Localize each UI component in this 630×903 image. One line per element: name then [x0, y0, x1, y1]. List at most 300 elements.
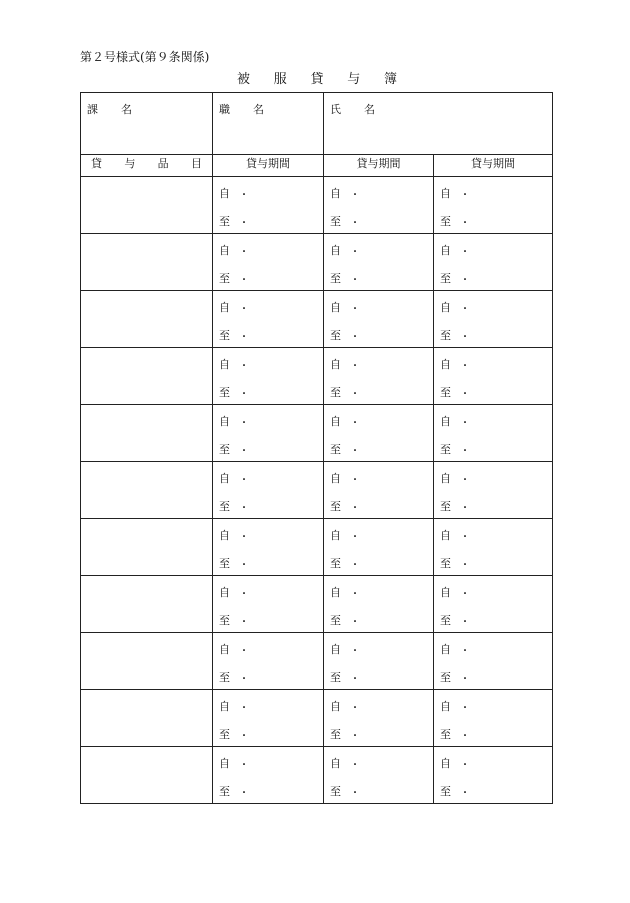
date-separator: ・: [239, 360, 249, 372]
form-number: 第２号様式(第９条関係): [80, 50, 210, 64]
period-from-label: 自: [219, 586, 230, 599]
date-separator: ・: [350, 531, 360, 543]
date-separator: ・: [460, 474, 470, 486]
period-to-line: [330, 441, 360, 457]
date-separator: ・: [460, 246, 470, 258]
period-from-line: [440, 527, 470, 543]
period-block: [434, 234, 552, 290]
title-char: 貸: [310, 72, 324, 87]
date-separator: ・: [460, 730, 470, 742]
period-block: [434, 519, 552, 575]
date-separator: ・: [239, 588, 249, 600]
period-cell[interactable]: [434, 576, 553, 633]
date-separator: ・: [350, 616, 360, 628]
period-to-label: 至: [330, 728, 341, 741]
period-to-label: 至: [440, 557, 451, 570]
period-from-label: 自: [440, 358, 451, 371]
period-from-line: [330, 185, 360, 201]
period-from-label: 自: [440, 301, 451, 314]
period-from-line: [219, 356, 249, 372]
date-separator: ・: [350, 673, 360, 685]
date-separator: ・: [239, 331, 249, 343]
period-from-label: 自: [219, 415, 230, 428]
period-to-label: 至: [440, 785, 451, 798]
period-from-label: 自: [440, 244, 451, 257]
period-from-line: [440, 584, 470, 600]
date-separator: ・: [350, 388, 360, 400]
period-to-line: [330, 726, 360, 742]
date-separator: ・: [350, 730, 360, 742]
period-from-label: 自: [219, 700, 230, 713]
date-separator: ・: [350, 559, 360, 571]
period-from-line: [330, 641, 360, 657]
date-separator: ・: [460, 673, 470, 685]
period-to-label: 至: [440, 386, 451, 399]
period-from-label: 自: [219, 757, 230, 770]
date-separator: ・: [350, 303, 360, 315]
period-block: [213, 177, 323, 233]
position-label-a: 職: [219, 103, 230, 116]
period-cell[interactable]: [324, 576, 434, 633]
period-block: [324, 747, 433, 803]
period-to-label: 至: [219, 785, 230, 798]
item-column-header: [81, 155, 213, 177]
period-block: [434, 576, 552, 632]
date-separator: ・: [460, 645, 470, 657]
title-char: 服: [273, 72, 287, 87]
date-separator: ・: [460, 217, 470, 229]
date-separator: ・: [460, 388, 470, 400]
date-separator: ・: [239, 217, 249, 229]
date-separator: ・: [460, 759, 470, 771]
period-to-label: 至: [440, 215, 451, 228]
info-row: [81, 93, 553, 155]
period-to-line: [330, 327, 360, 343]
date-separator: ・: [460, 445, 470, 457]
period-cell[interactable]: [213, 519, 324, 576]
period-block: [434, 405, 552, 461]
period-to-line: [330, 213, 360, 229]
date-separator: ・: [239, 531, 249, 543]
date-separator: ・: [239, 559, 249, 571]
date-separator: ・: [350, 474, 360, 486]
period-from-line: [440, 299, 470, 315]
period-cell[interactable]: [324, 177, 434, 234]
period-cell[interactable]: [213, 177, 324, 234]
period-to-label: 至: [219, 329, 230, 342]
date-separator: ・: [350, 702, 360, 714]
period-to-line: [330, 498, 360, 514]
period-from-label: 自: [330, 244, 341, 257]
period-to-label: 至: [219, 728, 230, 741]
period-block: [213, 462, 323, 518]
period-from-label: 自: [440, 187, 451, 200]
period-cell[interactable]: [434, 462, 553, 519]
period-from-line: [330, 698, 360, 714]
period-from-label: 自: [330, 700, 341, 713]
period-to-line: [440, 555, 470, 571]
period-from-line: [330, 299, 360, 315]
period-cell[interactable]: [324, 234, 434, 291]
period-block: [324, 633, 433, 689]
period-block: [434, 291, 552, 347]
item-cell[interactable]: [81, 348, 213, 405]
period-block: [213, 519, 323, 575]
period-to-line: [330, 669, 360, 685]
date-separator: ・: [239, 445, 249, 457]
period-cell[interactable]: [324, 747, 434, 804]
period-cell[interactable]: [213, 747, 324, 804]
period-block: [213, 633, 323, 689]
period-from-label: 自: [219, 643, 230, 656]
period-column-header: 貸与期間: [434, 155, 553, 177]
date-separator: ・: [350, 445, 360, 457]
period-to-label: 至: [219, 500, 230, 513]
date-separator: ・: [460, 702, 470, 714]
date-separator: ・: [460, 417, 470, 429]
title-char: 簿: [383, 72, 397, 87]
period-to-label: 至: [440, 329, 451, 342]
period-cell[interactable]: [324, 690, 434, 747]
item-cell[interactable]: [81, 405, 213, 462]
period-to-line: [330, 783, 360, 799]
period-from-line: [330, 470, 360, 486]
period-cell[interactable]: [434, 519, 553, 576]
date-separator: ・: [350, 246, 360, 258]
period-from-line: [330, 413, 360, 429]
period-cell[interactable]: [324, 405, 434, 462]
period-to-line: [440, 726, 470, 742]
period-cell[interactable]: [434, 633, 553, 690]
period-to-line: [219, 612, 249, 628]
period-from-line: [440, 470, 470, 486]
period-to-label: 至: [440, 614, 451, 627]
section-label-a: 課: [87, 103, 98, 116]
date-separator: ・: [350, 417, 360, 429]
period-to-label: 至: [440, 728, 451, 741]
period-from-line: [440, 698, 470, 714]
period-from-line: [440, 356, 470, 372]
section-label-b: 名: [121, 103, 132, 116]
period-from-line: [440, 641, 470, 657]
period-cell[interactable]: [213, 291, 324, 348]
period-block: [324, 576, 433, 632]
period-block: [324, 177, 433, 233]
period-from-line: [440, 185, 470, 201]
period-to-label: 至: [330, 557, 341, 570]
period-block: [434, 348, 552, 404]
full-name-cell[interactable]: [324, 93, 553, 155]
item-cell[interactable]: [81, 291, 213, 348]
period-to-line: [440, 441, 470, 457]
period-block: [213, 747, 323, 803]
period-from-label: 自: [330, 529, 341, 542]
period-to-line: [219, 384, 249, 400]
name-label-a: 氏: [330, 103, 341, 116]
period-to-line: [440, 669, 470, 685]
date-separator: ・: [460, 559, 470, 571]
period-from-label: 自: [440, 415, 451, 428]
period-from-line: [330, 356, 360, 372]
period-to-label: 至: [219, 386, 230, 399]
table-row: [81, 234, 553, 291]
item-cell[interactable]: [81, 519, 213, 576]
period-to-line: [219, 270, 249, 286]
date-separator: ・: [239, 759, 249, 771]
table-row: [81, 747, 553, 804]
title-char: 与: [347, 72, 361, 87]
period-column-header: 貸与期間: [324, 155, 434, 177]
period-cell[interactable]: [434, 405, 553, 462]
period-from-line: [219, 641, 249, 657]
date-separator: ・: [239, 417, 249, 429]
date-separator: ・: [239, 474, 249, 486]
period-from-label: 自: [219, 358, 230, 371]
period-cell[interactable]: [434, 234, 553, 291]
period-to-label: 至: [330, 500, 341, 513]
period-from-line: [330, 584, 360, 600]
period-cell[interactable]: [213, 462, 324, 519]
period-from-line: [219, 527, 249, 543]
item-cell[interactable]: [81, 462, 213, 519]
table-row: [81, 405, 553, 462]
date-separator: ・: [239, 246, 249, 258]
date-separator: ・: [460, 189, 470, 201]
date-separator: ・: [239, 787, 249, 799]
period-to-line: [330, 270, 360, 286]
period-to-label: 至: [330, 614, 341, 627]
period-block: [434, 633, 552, 689]
period-cell[interactable]: [213, 405, 324, 462]
period-block: [324, 690, 433, 746]
date-separator: ・: [350, 787, 360, 799]
item-cell[interactable]: [81, 690, 213, 747]
period-from-line: [219, 242, 249, 258]
period-to-line: [440, 384, 470, 400]
period-block: [434, 747, 552, 803]
period-from-label: 自: [330, 757, 341, 770]
date-separator: ・: [350, 759, 360, 771]
item-cell[interactable]: [81, 234, 213, 291]
period-to-line: [219, 327, 249, 343]
item-cell[interactable]: [81, 747, 213, 804]
period-from-line: [330, 242, 360, 258]
period-from-line: [219, 185, 249, 201]
item-header-char: 目: [190, 157, 202, 170]
date-separator: ・: [460, 331, 470, 343]
date-separator: ・: [350, 189, 360, 201]
date-separator: ・: [239, 673, 249, 685]
table-row: [81, 462, 553, 519]
item-header-char: 貸: [91, 157, 102, 170]
period-from-label: 自: [219, 301, 230, 314]
period-to-line: [219, 498, 249, 514]
date-separator: ・: [350, 502, 360, 514]
date-separator: ・: [239, 702, 249, 714]
period-from-label: 自: [440, 472, 451, 485]
period-cell[interactable]: [324, 291, 434, 348]
period-to-label: 至: [330, 329, 341, 342]
period-block: [324, 291, 433, 347]
date-separator: ・: [239, 502, 249, 514]
document-title: [237, 68, 397, 87]
period-to-line: [219, 441, 249, 457]
period-from-label: 自: [330, 586, 341, 599]
period-to-label: 至: [330, 272, 341, 285]
date-separator: ・: [350, 217, 360, 229]
item-cell[interactable]: [81, 177, 213, 234]
item-cell[interactable]: [81, 633, 213, 690]
period-to-label: 至: [330, 785, 341, 798]
period-to-line: [330, 555, 360, 571]
period-cell[interactable]: [213, 633, 324, 690]
period-block: [213, 405, 323, 461]
item-header-char: 与: [124, 157, 136, 170]
period-to-label: 至: [219, 272, 230, 285]
period-from-line: [219, 413, 249, 429]
date-separator: ・: [460, 303, 470, 315]
date-separator: ・: [350, 588, 360, 600]
clothing-loan-ledger-table: [80, 92, 553, 804]
period-cell[interactable]: [434, 291, 553, 348]
period-cell[interactable]: [213, 234, 324, 291]
period-to-label: 至: [440, 671, 451, 684]
column-header-row: [81, 155, 553, 177]
period-from-line: [219, 470, 249, 486]
position-name-cell[interactable]: [213, 93, 324, 155]
date-separator: ・: [239, 616, 249, 628]
period-block: [434, 462, 552, 518]
period-to-line: [440, 213, 470, 229]
date-separator: ・: [350, 360, 360, 372]
name-label-b: 名: [364, 103, 375, 116]
date-separator: ・: [350, 331, 360, 343]
period-from-label: 自: [330, 415, 341, 428]
date-separator: ・: [460, 531, 470, 543]
period-to-label: 至: [219, 671, 230, 684]
period-to-line: [330, 384, 360, 400]
period-from-label: 自: [219, 187, 230, 200]
period-from-label: 自: [440, 757, 451, 770]
period-to-line: [330, 612, 360, 628]
period-to-label: 至: [330, 671, 341, 684]
section-name-cell[interactable]: [81, 93, 213, 155]
period-column-header: 貸与期間: [213, 155, 324, 177]
period-to-line: [440, 498, 470, 514]
period-from-label: 自: [219, 472, 230, 485]
period-cell[interactable]: [434, 690, 553, 747]
period-from-label: 自: [440, 529, 451, 542]
period-to-label: 至: [440, 272, 451, 285]
period-to-line: [440, 270, 470, 286]
position-label-b: 名: [253, 103, 264, 116]
period-block: [324, 519, 433, 575]
period-cell[interactable]: [324, 462, 434, 519]
period-block: [434, 690, 552, 746]
period-from-label: 自: [219, 529, 230, 542]
date-separator: ・: [460, 616, 470, 628]
period-block: [213, 234, 323, 290]
table-row: [81, 576, 553, 633]
period-block: [213, 291, 323, 347]
period-from-label: 自: [330, 301, 341, 314]
period-from-label: 自: [440, 643, 451, 656]
period-to-label: 至: [440, 500, 451, 513]
date-separator: ・: [460, 787, 470, 799]
date-separator: ・: [239, 189, 249, 201]
period-to-label: 至: [330, 386, 341, 399]
period-cell[interactable]: [213, 690, 324, 747]
period-block: [213, 576, 323, 632]
period-cell[interactable]: [213, 576, 324, 633]
period-cell[interactable]: [324, 519, 434, 576]
period-to-line: [219, 213, 249, 229]
period-from-label: 自: [330, 187, 341, 200]
period-cell[interactable]: [434, 177, 553, 234]
period-from-line: [440, 755, 470, 771]
period-from-line: [440, 242, 470, 258]
period-cell[interactable]: [324, 633, 434, 690]
period-from-label: 自: [330, 358, 341, 371]
period-to-label: 至: [219, 215, 230, 228]
period-from-line: [219, 299, 249, 315]
period-cell[interactable]: [213, 348, 324, 405]
item-header-char: 品: [157, 157, 169, 170]
period-from-line: [330, 527, 360, 543]
period-from-line: [219, 755, 249, 771]
period-from-label: 自: [219, 244, 230, 257]
date-separator: ・: [460, 274, 470, 286]
period-to-label: 至: [219, 443, 230, 456]
table-row: [81, 519, 553, 576]
date-separator: ・: [460, 502, 470, 514]
title-char: 被: [237, 72, 251, 87]
period-to-line: [440, 783, 470, 799]
table-row: [81, 291, 553, 348]
period-to-label: 至: [440, 443, 451, 456]
period-block: [324, 348, 433, 404]
table-row: [81, 690, 553, 747]
period-cell[interactable]: [434, 747, 553, 804]
date-separator: ・: [460, 360, 470, 372]
period-to-line: [219, 783, 249, 799]
period-from-label: 自: [330, 472, 341, 485]
period-to-line: [440, 612, 470, 628]
date-separator: ・: [350, 645, 360, 657]
period-to-line: [219, 669, 249, 685]
date-separator: ・: [239, 388, 249, 400]
period-to-label: 至: [219, 614, 230, 627]
date-separator: ・: [239, 303, 249, 315]
period-from-line: [219, 698, 249, 714]
date-separator: ・: [239, 274, 249, 286]
period-cell[interactable]: [434, 348, 553, 405]
period-from-label: 自: [440, 700, 451, 713]
period-from-label: 自: [440, 586, 451, 599]
period-to-line: [440, 327, 470, 343]
period-block: [213, 348, 323, 404]
table-row: [81, 348, 553, 405]
item-cell[interactable]: [81, 576, 213, 633]
period-block: [213, 690, 323, 746]
date-separator: ・: [239, 645, 249, 657]
period-to-label: 至: [330, 443, 341, 456]
period-from-line: [440, 413, 470, 429]
date-separator: ・: [350, 274, 360, 286]
period-cell[interactable]: [324, 348, 434, 405]
period-to-label: 至: [330, 215, 341, 228]
date-separator: ・: [460, 588, 470, 600]
